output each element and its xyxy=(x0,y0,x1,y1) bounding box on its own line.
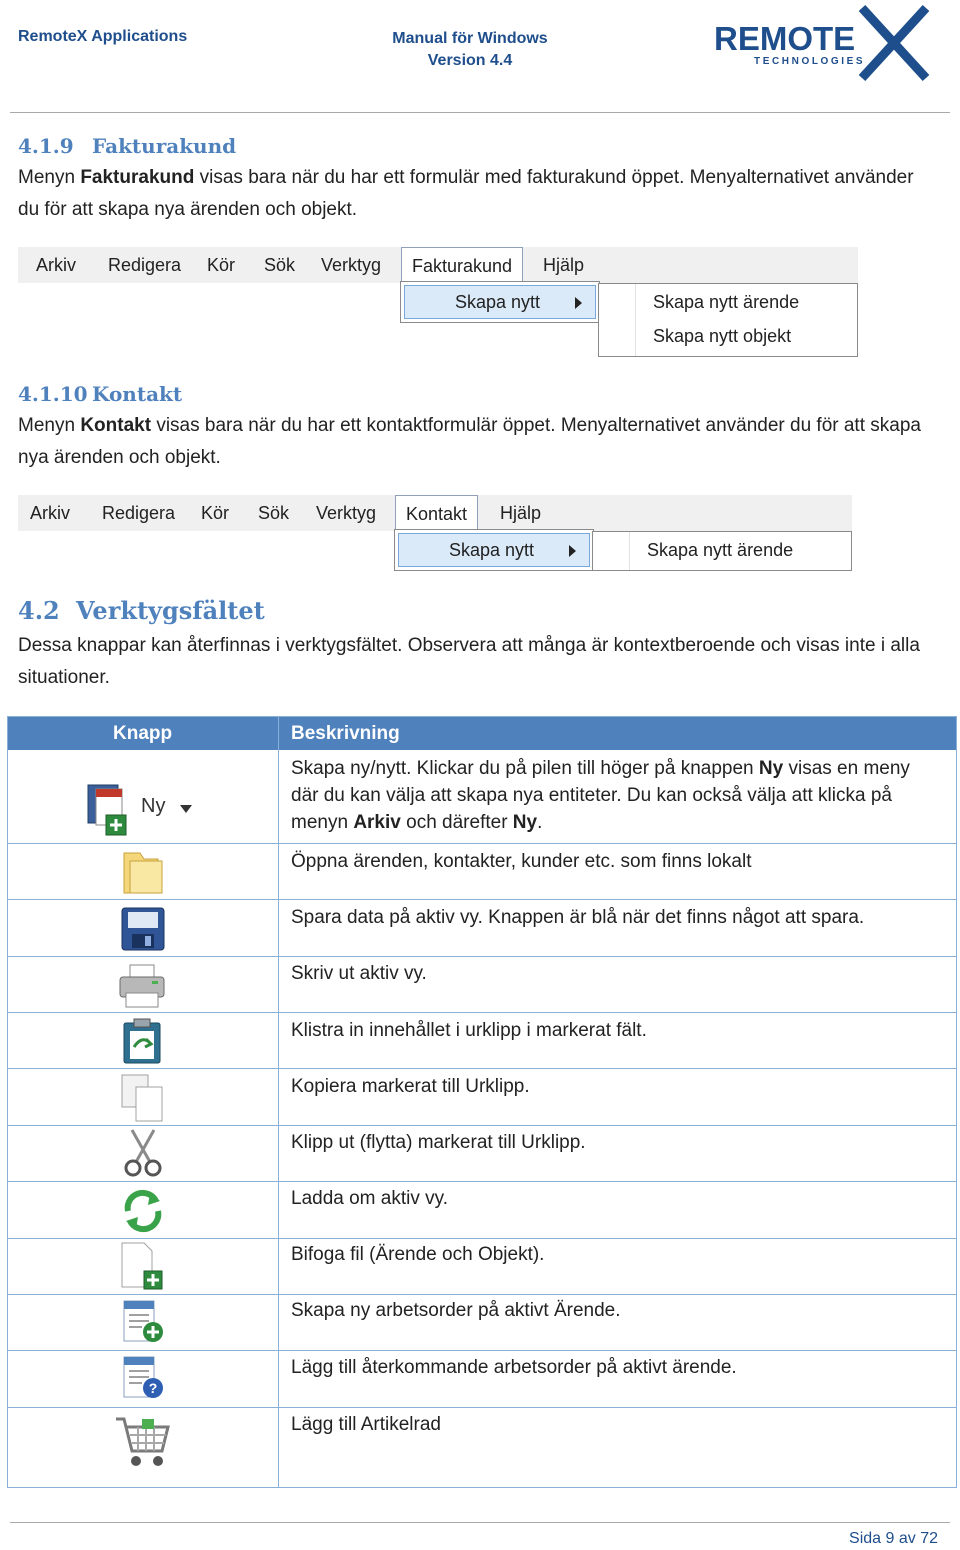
description-new xyxy=(291,755,941,836)
bold-term: Ny xyxy=(758,758,784,779)
save-icon xyxy=(118,904,168,954)
menu-arkiv[interactable]: Arkiv xyxy=(36,255,76,275)
description: Lägg till Artikelrad xyxy=(291,1414,441,1435)
section-4-1-10-heading xyxy=(18,382,182,406)
submenu-arrow-icon xyxy=(569,545,576,557)
menu-kor[interactable]: Kör xyxy=(201,503,230,523)
section-title: Fakturakund xyxy=(92,134,237,158)
submenu-skapa-nytt[interactable] xyxy=(398,533,590,567)
menu-sok[interactable]: Sök xyxy=(258,503,290,523)
column-header-knapp: Knapp xyxy=(113,723,173,744)
menu-hjalp[interactable]: Hjälp xyxy=(543,255,585,275)
section-number: 4.2 xyxy=(18,596,60,625)
bold-term: Ny xyxy=(512,812,538,833)
text-run: Menyn xyxy=(18,167,81,188)
dropdown-arrow-icon xyxy=(180,805,192,813)
text-run: visas en meny där du kan välja att skapa nya entiteter. Du kan också välja att klicka på menyn xyxy=(291,758,910,833)
refresh-icon xyxy=(118,1185,168,1235)
description: Skriv ut aktiv vy. xyxy=(291,963,427,984)
row-divider xyxy=(8,843,956,844)
menu-verktyg[interactable]: Verktyg xyxy=(316,503,377,523)
description: Spara data på aktiv vy. Knappen är blå när det finns något att spara. xyxy=(291,907,865,928)
new-icon xyxy=(82,781,138,837)
row-divider xyxy=(8,1407,956,1408)
printer-icon xyxy=(116,961,168,1011)
row-divider xyxy=(8,1012,956,1013)
footer-divider xyxy=(10,1522,950,1523)
submenu-flyout xyxy=(598,283,858,357)
recurring-work-order-icon xyxy=(118,1353,168,1403)
description: Ladda om aktiv vy. xyxy=(291,1188,449,1209)
description: Skapa ny arbetsorder på aktivt Ärende. xyxy=(291,1300,621,1321)
submenu-skapa-nytt[interactable] xyxy=(404,285,596,319)
section-number: 4.1.10 xyxy=(18,382,88,406)
text-run: och därefter xyxy=(400,812,513,833)
table-header xyxy=(8,717,956,750)
submenu-panel xyxy=(394,529,594,571)
menu-redigera[interactable]: Redigera xyxy=(102,503,176,523)
row-divider xyxy=(8,1181,956,1182)
description: Bifoga fil (Ärende och Objekt). xyxy=(291,1244,545,1265)
section-4-1-9-heading xyxy=(18,134,236,158)
column-header-beskrivning: Beskrivning xyxy=(291,723,400,744)
submenu-label: Skapa nytt xyxy=(455,292,541,312)
row-divider xyxy=(8,1125,956,1126)
text-run: Menyn xyxy=(18,415,81,436)
menu-kontakt[interactable]: Kontakt xyxy=(395,495,478,531)
menu-redigera[interactable]: Redigera xyxy=(108,255,182,275)
header-manual-name: Manual för Windows xyxy=(392,30,548,47)
remotex-logo xyxy=(712,2,932,82)
bold-term: Arkiv xyxy=(353,812,401,833)
submenu-flyout xyxy=(592,531,852,571)
page-number: Sida 9 av 72 xyxy=(849,1530,938,1547)
row-divider xyxy=(8,956,956,957)
menu-verktyg[interactable]: Verktyg xyxy=(321,255,382,275)
submenu-arrow-icon xyxy=(575,297,582,309)
bold-term: Kontakt xyxy=(80,415,152,436)
section-number: 4.1.9 xyxy=(18,134,74,158)
text-run: . xyxy=(537,812,543,833)
section-title: Kontakt xyxy=(92,382,183,406)
menu-skapa-nytt-objekt[interactable]: Skapa nytt objekt xyxy=(653,326,792,346)
svg-text:?: ? xyxy=(148,1380,158,1396)
section-4-1-9-paragraph xyxy=(18,162,938,226)
row-divider xyxy=(8,1068,956,1069)
menu-fakturakund[interactable]: Fakturakund xyxy=(401,247,523,283)
row-divider xyxy=(8,1294,956,1295)
toolbar-table xyxy=(7,716,957,1488)
text-run: visas bara när du har ett kontaktformulär öppet. Menyalternativet använder du för att skapa nya ärenden och objekt. xyxy=(18,415,921,468)
submenu-panel xyxy=(400,281,600,323)
menu-hjalp[interactable]: Hjälp xyxy=(500,503,542,523)
text-run: Skapa ny/nytt. Klickar du på pilen till höger på knappen xyxy=(291,758,759,779)
description: Kopiera markerat till Urklipp. xyxy=(291,1076,530,1097)
header-app-name: RemoteX Applications xyxy=(18,28,188,45)
logo-wordmark: REMOTE xyxy=(714,20,856,57)
paste-icon xyxy=(118,1017,168,1067)
new-work-order-icon xyxy=(118,1297,168,1347)
text-run: visas bara när du har ett formulär med fakturakund öppet. Menyalternativet använder du för att skapa nya ärenden och objekt. xyxy=(18,167,914,220)
header-divider xyxy=(10,112,950,113)
section-4-1-10-paragraph xyxy=(18,410,938,474)
menu-skapa-nytt-arende[interactable]: Skapa nytt ärende xyxy=(647,540,794,560)
row-divider xyxy=(8,1350,956,1351)
shopping-cart-icon xyxy=(112,1411,174,1473)
menu-gutter xyxy=(635,284,636,356)
logo-tagline: TECHNOLOGIES xyxy=(754,56,866,67)
bold-term: Fakturakund xyxy=(80,167,195,188)
header-version: Version 4.4 xyxy=(427,52,513,69)
description: Lägg till återkommande arbetsorder på aktivt ärende. xyxy=(291,1357,737,1378)
description: Klipp ut (flytta) markerat till Urklipp. xyxy=(291,1132,586,1153)
row-divider xyxy=(8,899,956,900)
column-divider xyxy=(278,717,279,1487)
menu-arkiv[interactable]: Arkiv xyxy=(30,503,70,523)
menu-skapa-nytt-arende[interactable]: Skapa nytt ärende xyxy=(653,292,800,312)
description: Klistra in innehållet i urklipp i markerat fält. xyxy=(291,1020,647,1041)
section-title: Verktygsfältet xyxy=(76,596,265,625)
section-4-2-heading xyxy=(18,596,265,625)
copy-icon xyxy=(118,1073,168,1123)
row-divider xyxy=(8,1238,956,1239)
header-manual-title xyxy=(370,28,570,72)
section-4-2-paragraph: Dessa knappar kan återfinnas i verktygsfältet. Observera att många är kontextberoende och visas inte i alla situationer. xyxy=(18,635,920,688)
submenu-label: Skapa nytt xyxy=(449,540,535,560)
attach-file-icon xyxy=(118,1241,168,1291)
description: Öppna ärenden, kontakter, kunder etc. som finns lokalt xyxy=(291,851,752,872)
new-button-label: Ny xyxy=(141,795,166,817)
menu-sok[interactable]: Sök xyxy=(264,255,296,275)
menu-screenshot-fakturakund xyxy=(18,247,858,283)
scissors-icon xyxy=(120,1128,166,1178)
menu-screenshot-kontakt xyxy=(18,495,852,531)
menu-kor[interactable]: Kör xyxy=(207,255,236,275)
menu-gutter xyxy=(629,532,630,570)
folder-icon xyxy=(118,847,168,897)
